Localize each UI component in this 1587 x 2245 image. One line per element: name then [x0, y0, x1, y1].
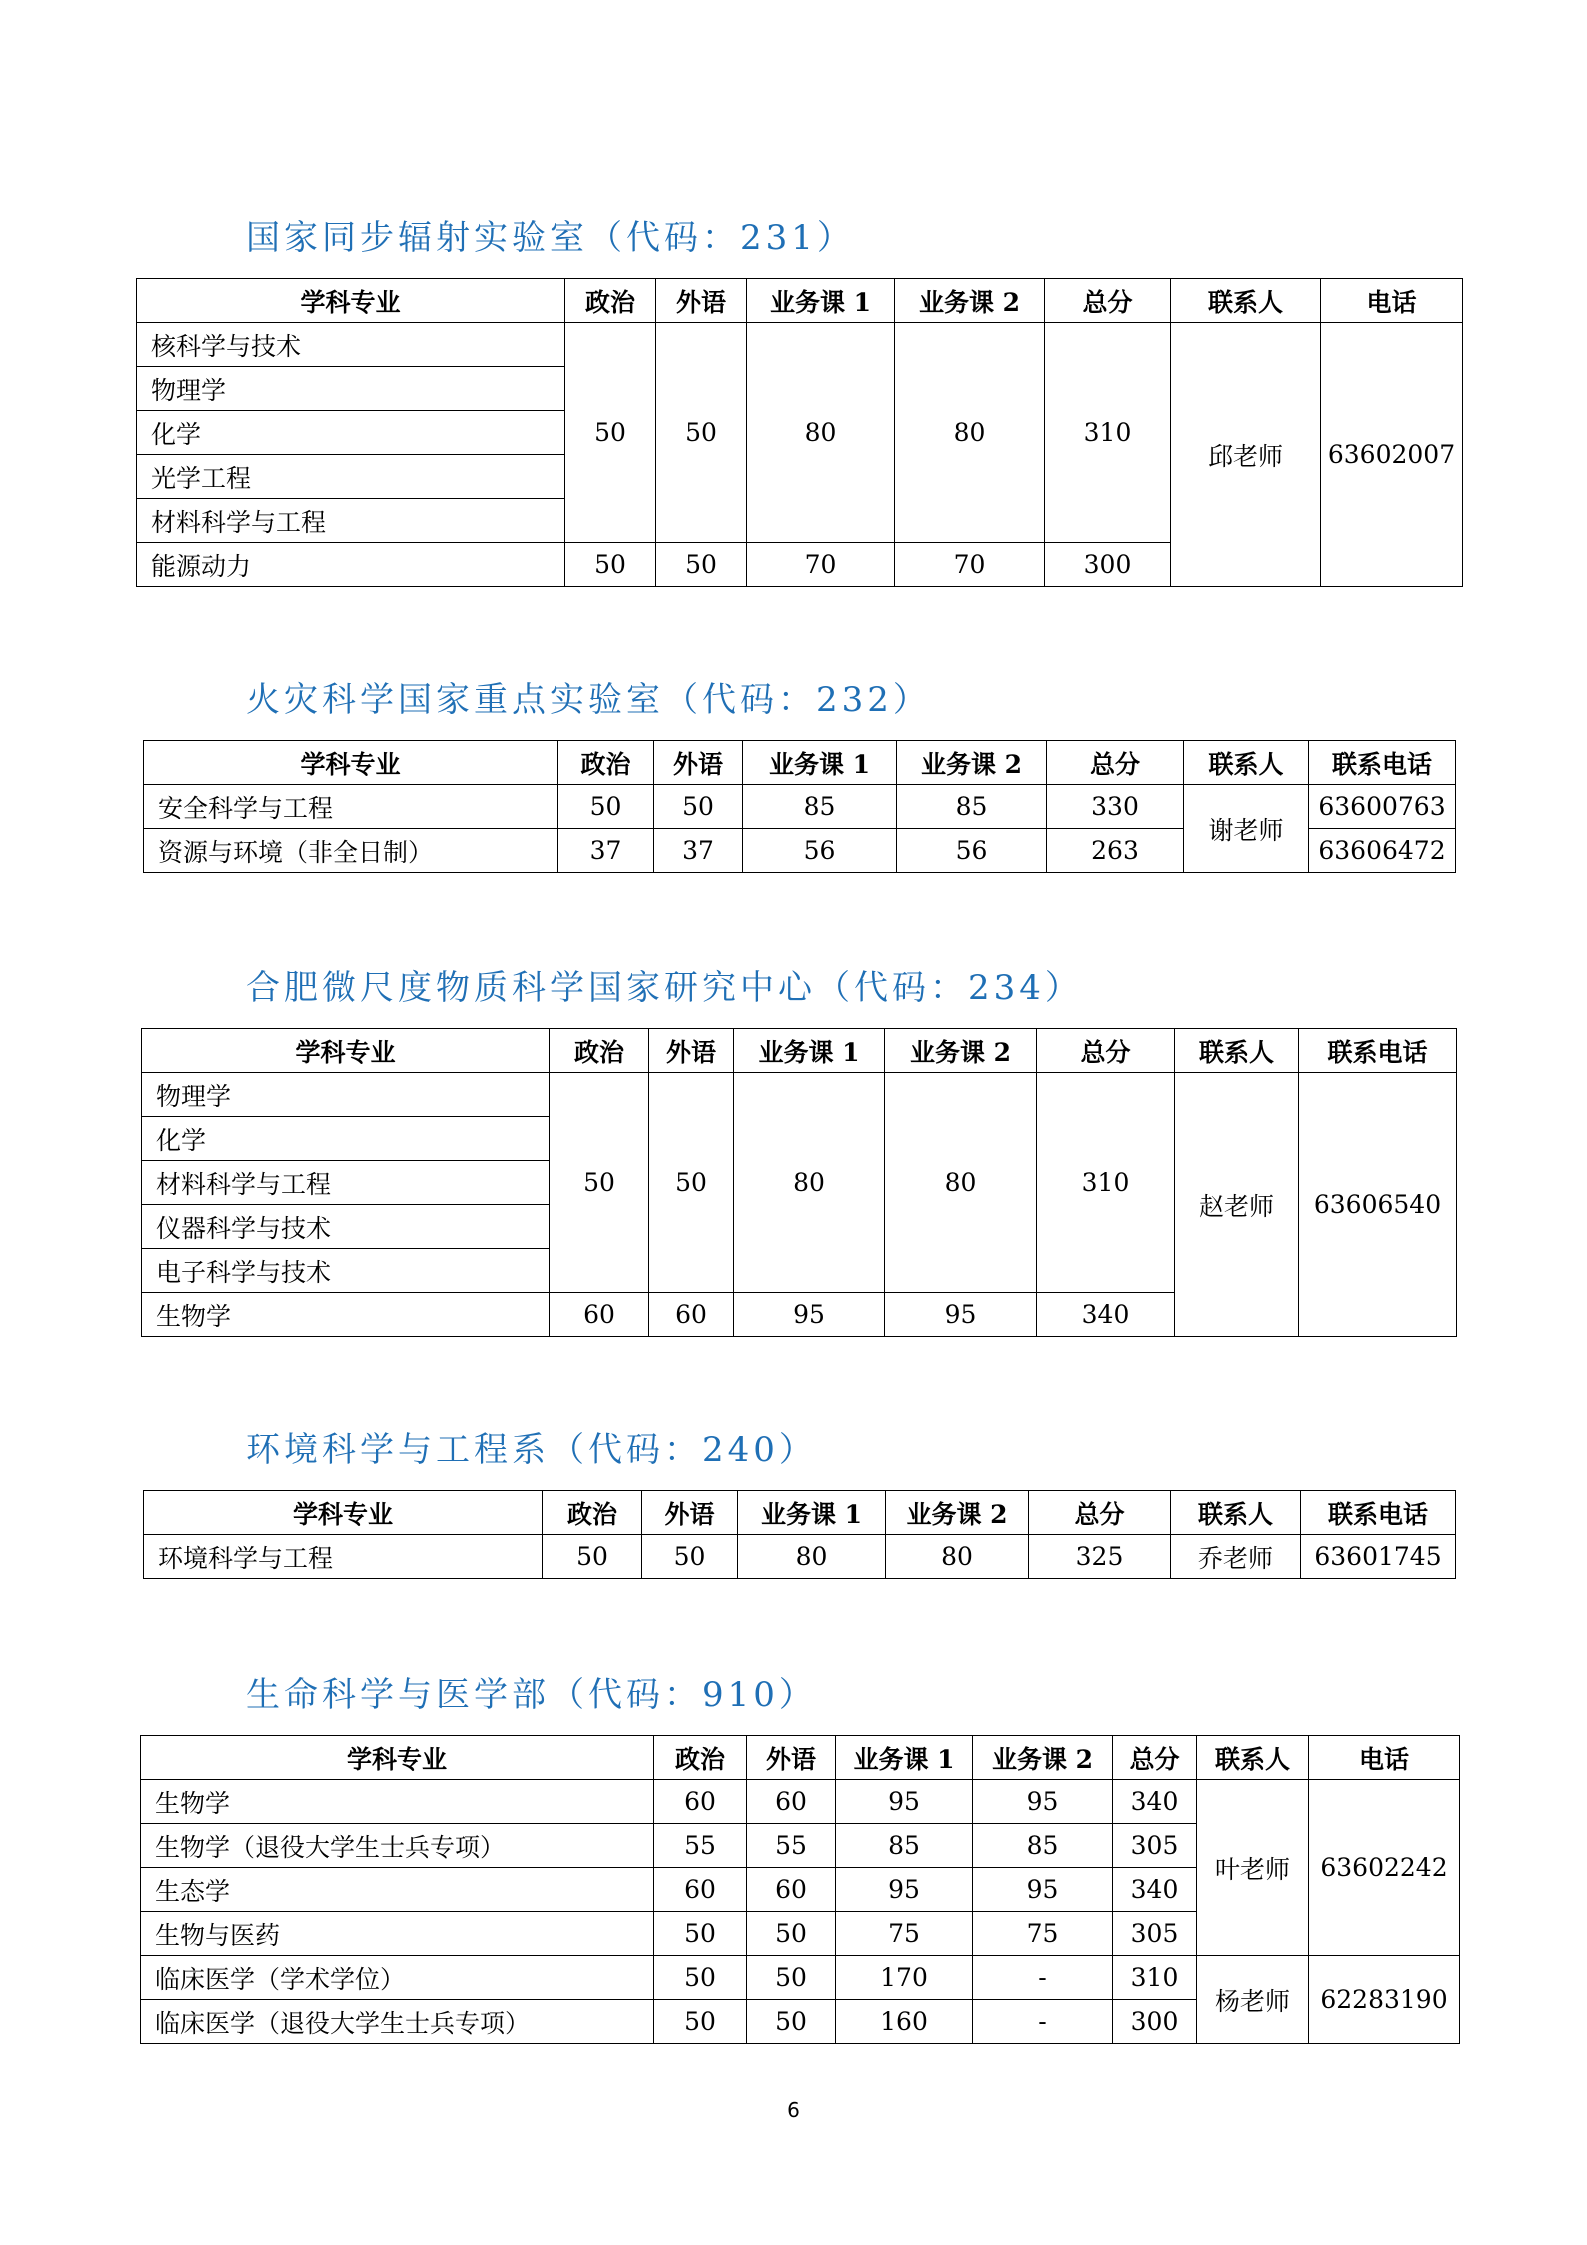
header-contact: 联系人	[1184, 741, 1309, 785]
score-table-240	[143, 1490, 1456, 1579]
politics-cell: 55	[654, 1824, 747, 1868]
total-cell: 340	[1113, 1868, 1197, 1912]
major-cell: 材料科学与工程	[137, 499, 565, 543]
course-2-cell: 95	[973, 1780, 1113, 1824]
course-2-cell: 80	[886, 1535, 1029, 1579]
header-total: 总分	[1037, 1029, 1175, 1073]
phone-cell: 62283190	[1309, 1956, 1460, 2044]
phone-cell: 63601745	[1301, 1535, 1456, 1579]
header-phone: 联系电话	[1301, 1491, 1456, 1535]
header-course-2: 业务课 2	[897, 741, 1047, 785]
foreign-language-cell: 60	[649, 1293, 734, 1337]
total-cell: 263	[1047, 829, 1184, 873]
header-course-2: 业务课 2	[886, 1491, 1029, 1535]
header-phone: 联系电话	[1309, 741, 1456, 785]
foreign-language-cell: 50	[654, 785, 743, 829]
table-header-row	[144, 741, 1456, 785]
course-2-cell: 80	[885, 1073, 1037, 1293]
total-cell: 300	[1113, 2000, 1197, 2044]
header-foreign-language: 外语	[654, 741, 743, 785]
foreign-language-cell: 50	[656, 323, 747, 543]
course-1-cell: 170	[836, 1956, 973, 2000]
politics-cell: 50	[543, 1535, 642, 1579]
foreign-language-cell: 60	[747, 1868, 836, 1912]
politics-cell: 37	[558, 829, 654, 873]
course-1-cell: 160	[836, 2000, 973, 2044]
politics-cell: 50	[654, 2000, 747, 2044]
politics-cell: 50	[558, 785, 654, 829]
politics-cell: 50	[565, 323, 656, 543]
score-table-910	[140, 1735, 1460, 2044]
course-1-cell: 80	[747, 323, 895, 543]
contact-cell: 谢老师	[1184, 785, 1309, 873]
major-cell: 物理学	[142, 1073, 550, 1117]
header-contact: 联系人	[1175, 1029, 1299, 1073]
table-row	[141, 1956, 1460, 2000]
politics-cell: 50	[654, 1912, 747, 1956]
phone-cell: 63606472	[1309, 829, 1456, 873]
major-cell: 电子科学与技术	[142, 1249, 550, 1293]
major-cell: 生态学	[141, 1868, 654, 1912]
major-cell: 资源与环境（非全日制）	[144, 829, 558, 873]
course-1-cell: 85	[743, 785, 897, 829]
header-course-1: 业务课 1	[734, 1029, 885, 1073]
header-foreign-language: 外语	[642, 1491, 738, 1535]
header-course-1: 业务课 1	[738, 1491, 886, 1535]
course-2-cell: 95	[885, 1293, 1037, 1337]
header-contact: 联系人	[1171, 279, 1321, 323]
politics-cell: 50	[654, 1956, 747, 2000]
phone-cell: 63600763	[1309, 785, 1456, 829]
header-politics: 政治	[558, 741, 654, 785]
table-row	[144, 785, 1456, 829]
header-foreign-language: 外语	[656, 279, 747, 323]
table-row	[142, 1073, 1457, 1117]
major-cell: 临床医学（退役大学生士兵专项）	[141, 2000, 654, 2044]
politics-cell: 60	[550, 1293, 649, 1337]
course-1-cell: 95	[836, 1868, 973, 1912]
total-cell: 340	[1113, 1780, 1197, 1824]
header-politics: 政治	[543, 1491, 642, 1535]
table-row	[137, 323, 1463, 367]
contact-cell: 叶老师	[1197, 1780, 1309, 1956]
course-2-cell: 75	[973, 1912, 1113, 1956]
header-total: 总分	[1029, 1491, 1171, 1535]
course-2-cell: 70	[895, 543, 1045, 587]
foreign-language-cell: 37	[654, 829, 743, 873]
major-cell: 材料科学与工程	[142, 1161, 550, 1205]
course-2-cell: 95	[973, 1868, 1113, 1912]
course-2-cell: -	[973, 2000, 1113, 2044]
header-course-2: 业务课 2	[973, 1736, 1113, 1780]
politics-cell: 60	[654, 1780, 747, 1824]
header-course-1: 业务课 1	[836, 1736, 973, 1780]
foreign-language-cell: 50	[747, 1956, 836, 2000]
major-cell: 生物学（退役大学生士兵专项）	[141, 1824, 654, 1868]
major-cell: 核科学与技术	[137, 323, 565, 367]
header-politics: 政治	[565, 279, 656, 323]
header-total: 总分	[1113, 1736, 1197, 1780]
header-phone: 联系电话	[1299, 1029, 1457, 1073]
foreign-language-cell: 50	[642, 1535, 738, 1579]
foreign-language-cell: 50	[747, 2000, 836, 2044]
course-1-cell: 80	[734, 1073, 885, 1293]
header-phone: 电话	[1321, 279, 1463, 323]
section-title-231: 国家同步辐射实验室（代码：231）	[246, 218, 855, 258]
course-1-cell: 85	[836, 1824, 973, 1868]
course-1-cell: 75	[836, 1912, 973, 1956]
total-cell: 305	[1113, 1912, 1197, 1956]
score-table-232	[143, 740, 1456, 873]
politics-cell: 60	[654, 1868, 747, 1912]
course-2-cell: 85	[973, 1824, 1113, 1868]
total-cell: 340	[1037, 1293, 1175, 1337]
course-1-cell: 80	[738, 1535, 886, 1579]
header-foreign-language: 外语	[649, 1029, 734, 1073]
header-major: 学科专业	[142, 1029, 550, 1073]
contact-cell: 赵老师	[1175, 1073, 1299, 1337]
header-politics: 政治	[654, 1736, 747, 1780]
major-cell: 能源动力	[137, 543, 565, 587]
header-course-1: 业务课 1	[743, 741, 897, 785]
header-phone: 电话	[1309, 1736, 1460, 1780]
course-1-cell: 95	[836, 1780, 973, 1824]
table-header-row	[141, 1736, 1460, 1780]
major-cell: 化学	[142, 1117, 550, 1161]
phone-cell: 63606540	[1299, 1073, 1457, 1337]
header-major: 学科专业	[144, 741, 558, 785]
table-header-row	[137, 279, 1463, 323]
header-foreign-language: 外语	[747, 1736, 836, 1780]
contact-cell: 乔老师	[1171, 1535, 1301, 1579]
total-cell: 305	[1113, 1824, 1197, 1868]
table-row	[141, 1780, 1460, 1824]
score-table-234	[141, 1028, 1457, 1337]
major-cell: 物理学	[137, 367, 565, 411]
section-title-910: 生命科学与医学部（代码：910）	[246, 1675, 817, 1715]
major-cell: 光学工程	[137, 455, 565, 499]
foreign-language-cell: 50	[656, 543, 747, 587]
major-cell: 化学	[137, 411, 565, 455]
header-course-2: 业务课 2	[895, 279, 1045, 323]
page-number: 6	[787, 2098, 800, 2122]
course-2-cell: 85	[897, 785, 1047, 829]
total-cell: 310	[1113, 1956, 1197, 2000]
total-cell: 330	[1047, 785, 1184, 829]
header-politics: 政治	[550, 1029, 649, 1073]
course-1-cell: 56	[743, 829, 897, 873]
header-major: 学科专业	[141, 1736, 654, 1780]
table-header-row	[142, 1029, 1457, 1073]
course-2-cell: -	[973, 1956, 1113, 2000]
major-cell: 生物学	[141, 1780, 654, 1824]
course-1-cell: 70	[747, 543, 895, 587]
total-cell: 310	[1037, 1073, 1175, 1293]
foreign-language-cell: 50	[747, 1912, 836, 1956]
major-cell: 临床医学（学术学位）	[141, 1956, 654, 2000]
header-major: 学科专业	[144, 1491, 543, 1535]
major-cell: 环境科学与工程	[144, 1535, 543, 1579]
contact-cell: 邱老师	[1171, 323, 1321, 587]
course-1-cell: 95	[734, 1293, 885, 1337]
course-2-cell: 56	[897, 829, 1047, 873]
major-cell: 生物学	[142, 1293, 550, 1337]
phone-cell: 63602007	[1321, 323, 1463, 587]
section-title-240: 环境科学与工程系（代码：240）	[246, 1430, 817, 1470]
section-title-234: 合肥微尺度物质科学国家研究中心（代码：234）	[246, 968, 1083, 1008]
header-contact: 联系人	[1197, 1736, 1309, 1780]
header-course-2: 业务课 2	[885, 1029, 1037, 1073]
table-header-row	[144, 1491, 1456, 1535]
major-cell: 安全科学与工程	[144, 785, 558, 829]
major-cell: 仪器科学与技术	[142, 1205, 550, 1249]
foreign-language-cell: 60	[747, 1780, 836, 1824]
total-cell: 325	[1029, 1535, 1171, 1579]
header-course-1: 业务课 1	[747, 279, 895, 323]
foreign-language-cell: 55	[747, 1824, 836, 1868]
table-row	[144, 1535, 1456, 1579]
politics-cell: 50	[565, 543, 656, 587]
section-title-232: 火灾科学国家重点实验室（代码：232）	[246, 680, 931, 720]
total-cell: 300	[1045, 543, 1171, 587]
phone-cell: 63602242	[1309, 1780, 1460, 1956]
foreign-language-cell: 50	[649, 1073, 734, 1293]
header-contact: 联系人	[1171, 1491, 1301, 1535]
major-cell: 生物与医药	[141, 1912, 654, 1956]
header-total: 总分	[1045, 279, 1171, 323]
header-total: 总分	[1047, 741, 1184, 785]
politics-cell: 50	[550, 1073, 649, 1293]
header-major: 学科专业	[137, 279, 565, 323]
course-2-cell: 80	[895, 323, 1045, 543]
contact-cell: 杨老师	[1197, 1956, 1309, 2044]
total-cell: 310	[1045, 323, 1171, 543]
score-table-231	[136, 278, 1463, 587]
